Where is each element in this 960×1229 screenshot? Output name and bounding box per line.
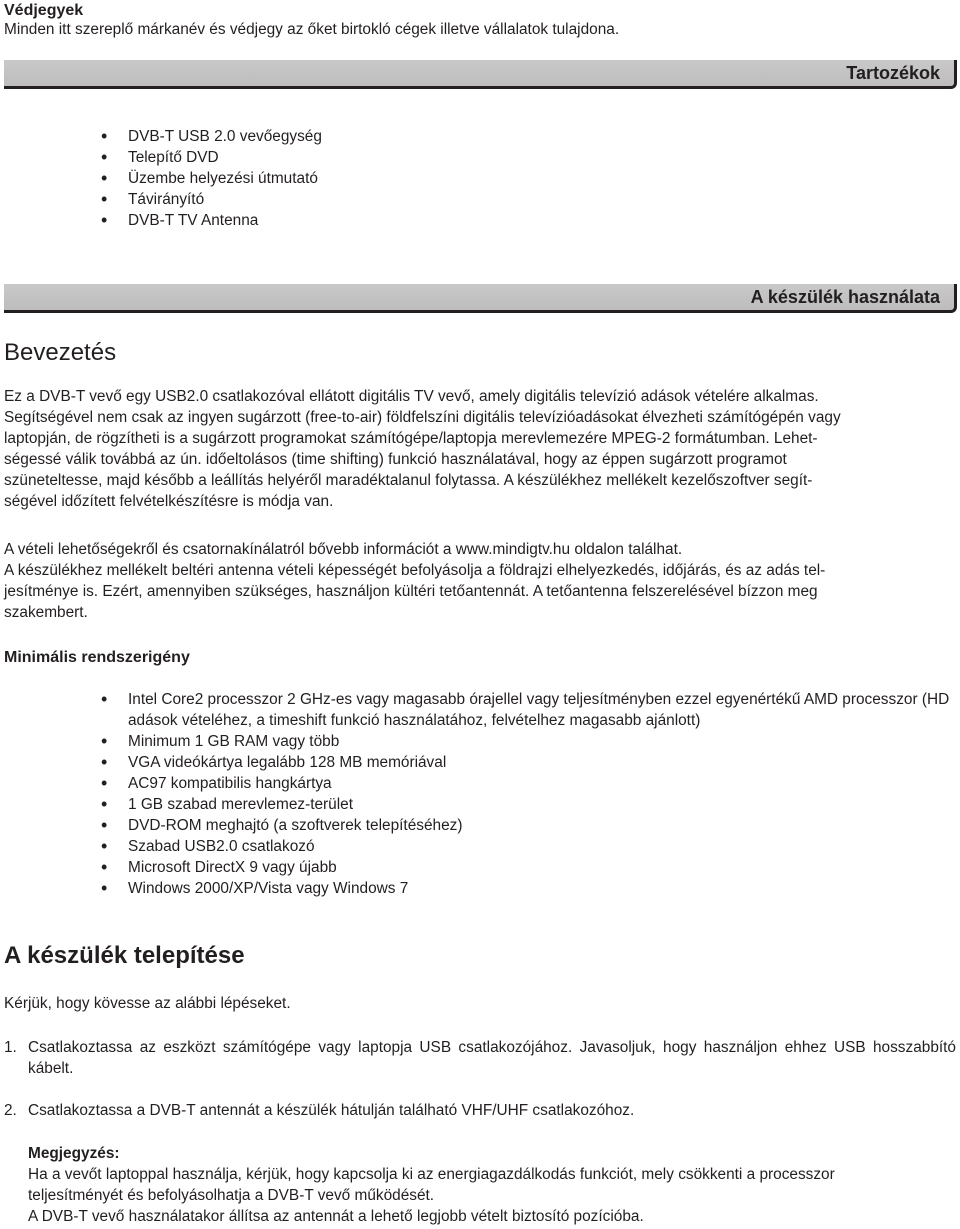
step-text: Csatlakoztassa a DVB-T antennát a készülék hátulján található VHF/UHF csatlakozóhoz. bbox=[28, 1102, 635, 1119]
usage-banner bbox=[4, 284, 957, 313]
install-step bbox=[4, 1037, 956, 1079]
list-item: • Windows 2000/XP/Vista vagy Windows 7 bbox=[0, 878, 950, 899]
list-item: • Üzembe helyezési útmutató bbox=[0, 168, 960, 189]
info-line: A vételi lehetőségekről és csatornakínálatról bővebb információt a www.mindigtv.hu oldalon találhat. bbox=[4, 541, 683, 558]
list-item: • DVD-ROM meghajtó (a szoftverek telepítéséhez) bbox=[0, 815, 950, 836]
list-item: • DVB-T USB 2.0 vevőegység bbox=[0, 126, 960, 147]
antenna-line: A készülékhez mellékelt beltéri antenna vételi képességét befolyásolja a földrajzi elhelyezkedés, időjárás, és az adás tel- bbox=[4, 562, 826, 579]
list-item: • Microsoft DirectX 9 vagy újabb bbox=[0, 857, 950, 878]
step-text: Csatlakoztassa az eszközt számítógépe vagy laptopja USB csatlakozójához. Javasoljuk, hogy használjon ehhez USB hosszabbító kábelt. bbox=[28, 1039, 956, 1077]
trademarks-text: Minden itt szereplő márkanév és védjegy az őket birtokló cégek illetve vállalatok tulajdona. bbox=[4, 21, 620, 38]
intro-line: Segítségével nem csak az ingyen sugárzott (free-to-air) földfelszíni digitális televízióadásokat élvezheti számítógépén vagy bbox=[4, 409, 841, 426]
intro-paragraph bbox=[4, 386, 956, 512]
accessories-banner-title: Tartozékok bbox=[846, 63, 940, 83]
list-item: • Távirányító bbox=[0, 189, 960, 210]
list-item: • Minimum 1 GB RAM vagy több bbox=[0, 731, 950, 752]
list-item: • AC97 kompatibilis hangkártya bbox=[0, 773, 950, 794]
accessories-list bbox=[0, 126, 960, 231]
note-block bbox=[28, 1164, 835, 1227]
note-line: teljesítményét és befolyásolhatja a DVB-T vevő működését. bbox=[28, 1187, 435, 1204]
intro-line: ségessé válik továbbá az ún. időeltolásos (time shifting) funkció használatával, hogy az éppen sugárzott programot bbox=[4, 451, 787, 468]
antenna-line: szakembert. bbox=[4, 604, 88, 621]
intro-line: laptopján, de rögzítheti is a sugárzott programokat számítógépe/laptopja merevlemezére MPEG-2 formátumban. Lehet- bbox=[4, 430, 818, 447]
trademarks-heading: Védjegyek bbox=[4, 2, 84, 19]
antenna-paragraph bbox=[4, 560, 956, 623]
accessories-banner bbox=[4, 60, 957, 89]
requirements-list bbox=[0, 689, 950, 899]
intro-line: szüneteltesse, majd később a leállítás helyéről maradéktalanul folytassa. A készülékhez mellékelt kezelőszoftver segít- bbox=[4, 472, 813, 489]
intro-line: Ez a DVB-T vevő egy USB2.0 csatlakozóval ellátott digitális TV vevő, amely digitális televízió adások vételére alkalmas. bbox=[4, 388, 819, 405]
list-item: • 1 GB szabad merevlemez-terület bbox=[0, 794, 950, 815]
step-number: 1. bbox=[4, 1039, 17, 1056]
list-item: • Telepítő DVD bbox=[0, 147, 960, 168]
install-step bbox=[4, 1100, 956, 1121]
intro-heading: Bevezetés bbox=[4, 339, 117, 366]
note-line: A DVB-T vevő használatakor állítsa az antennát a lehető legjobb vételt biztosító pozícióba. bbox=[28, 1208, 644, 1225]
intro-line: ségével időzített felvételkészítésre is módja van. bbox=[4, 493, 334, 510]
step-number: 2. bbox=[4, 1102, 17, 1119]
note-label: Megjegyzés: bbox=[28, 1145, 120, 1162]
list-item: • VGA videókártya legalább 128 MB memóriával bbox=[0, 752, 950, 773]
antenna-line: jesítménye is. Ezért, amennyiben szükséges, használjon kültéri tetőantennát. A tetőantenna felszerelésével bízzon meg bbox=[4, 583, 818, 600]
note-line: Ha a vevőt laptoppal használja, kérjük, hogy kapcsolja ki az energiagazdálkodás funkciót, mely csökkenti a processzor bbox=[28, 1166, 835, 1183]
list-item: • Intel Core2 processzor 2 GHz-es vagy magasabb órajellel vagy teljesítményben ezzel egyenértékű AMD processzor (HD adások vételéhez, a timeshift funkció használatához, felvételhez magasabb ajánlott) bbox=[0, 689, 950, 731]
install-intro: Kérjük, hogy kövesse az alábbi lépéseket. bbox=[4, 995, 291, 1012]
install-heading: A készülék telepítése bbox=[4, 942, 245, 969]
list-item: • Szabad USB2.0 csatlakozó bbox=[0, 836, 950, 857]
requirements-heading: Minimális rendszerigény bbox=[4, 649, 190, 666]
list-item: • DVB-T TV Antenna bbox=[0, 210, 960, 231]
usage-banner-title: A készülék használata bbox=[750, 287, 940, 307]
